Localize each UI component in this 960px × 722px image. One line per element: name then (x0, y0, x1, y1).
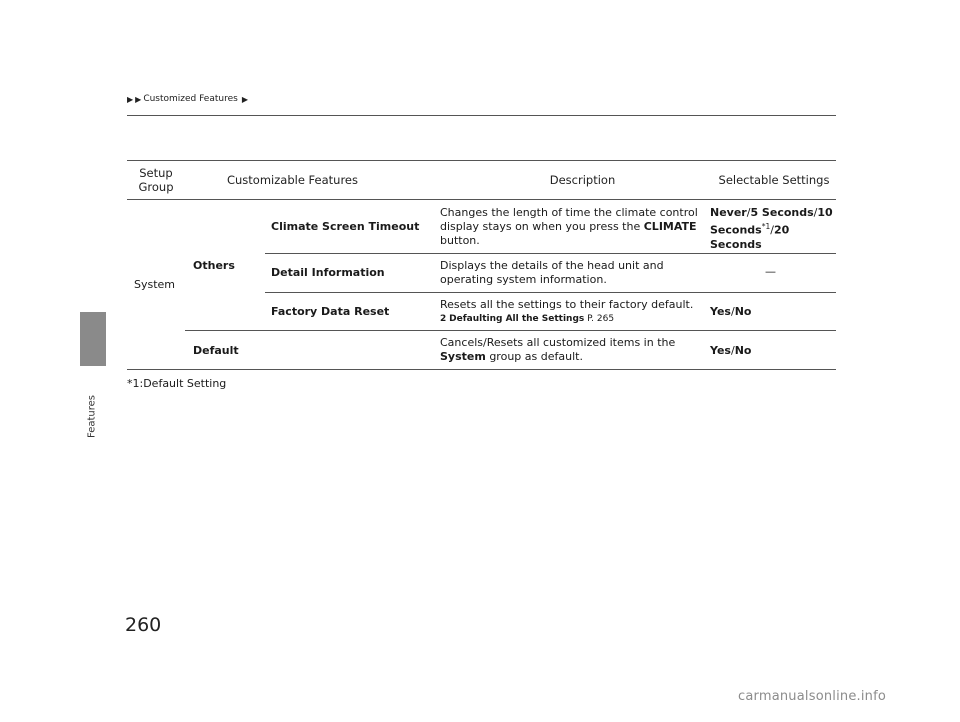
setting-separator: / (730, 305, 735, 318)
header-description: Description (549, 173, 616, 187)
header-setup-group (127, 166, 185, 194)
setting-value: Seconds (710, 237, 762, 251)
cross-reference-icon: 2 (440, 314, 447, 324)
feature-default: Default (193, 344, 239, 357)
description-line (440, 220, 700, 234)
header-customizable-features: Customizable Features (226, 173, 358, 187)
description-line: operating system information. (440, 273, 607, 286)
setting-separator: / (770, 223, 774, 237)
description-default (440, 336, 700, 364)
setting-value: No (734, 344, 752, 357)
header-rule (127, 115, 836, 116)
table-bottom-rule (127, 369, 836, 370)
footnote-marker: *1 (761, 222, 771, 231)
setting-value: Yes (710, 305, 731, 318)
setting-separator: / (746, 206, 751, 219)
cross-reference-link[interactable] (440, 312, 705, 326)
watermark-link[interactable]: carmanualsonline.info (738, 689, 887, 704)
section-tab-marker (80, 312, 106, 366)
footnote: *1:Default Setting (127, 377, 227, 390)
description-line: Displays the details of the head unit and (440, 259, 664, 272)
description-line: button. (440, 234, 480, 247)
setting-separator: / (730, 344, 735, 357)
settings-line (710, 206, 835, 220)
settings-climate-screen-timeout (710, 206, 835, 252)
row-rule (265, 292, 836, 293)
breadcrumb-arrow-icon: ▶ (127, 94, 134, 104)
setting-value: 5 Seconds (750, 206, 814, 219)
setting-value: No (734, 305, 752, 318)
breadcrumb-arrow-icon: ▶ (241, 94, 248, 104)
setting-value: 20 (773, 223, 790, 237)
breadcrumb-link[interactable]: Customized Features (143, 94, 238, 104)
section-label: Features (86, 395, 98, 438)
table-top-rule (127, 160, 836, 161)
cross-reference-page: P. 265 (587, 314, 615, 324)
row-rule (185, 330, 836, 331)
description-text: display stays on when you press the (440, 220, 641, 233)
setting-value: Seconds (710, 223, 762, 237)
setting-value: Never (710, 206, 747, 219)
row-rule (265, 253, 836, 254)
setting-separator: / (813, 206, 818, 219)
settings-factory-data-reset (710, 305, 751, 319)
feature-detail-information: Detail Information (271, 266, 385, 279)
description-text: group as default. (485, 350, 583, 363)
description-factory-data-reset (440, 298, 705, 326)
page-number: 260 (125, 614, 162, 636)
breadcrumb (127, 94, 250, 104)
settings-detail-information: — (765, 265, 776, 278)
setting-value: Yes (710, 344, 731, 357)
description-climate-screen-timeout (440, 206, 700, 248)
cross-reference-text: Defaulting All the Settings (449, 314, 585, 324)
setting-value: 10 (817, 206, 833, 219)
feature-factory-data-reset: Factory Data Reset (271, 305, 390, 318)
group-system: System (134, 278, 176, 291)
feature-climate-screen-timeout: Climate Screen Timeout (271, 220, 420, 233)
description-bold-text: System (440, 350, 486, 363)
header-bottom-rule (127, 199, 836, 200)
description-line (440, 350, 700, 364)
description-line: Resets all the settings to their factory default. (440, 298, 694, 311)
subgroup-others: Others (193, 259, 235, 272)
breadcrumb-arrow-icon: ▶ (135, 94, 142, 104)
description-detail-information (440, 259, 700, 287)
header-setup-group-line: Group (138, 180, 174, 194)
header-selectable-settings: Selectable Settings (718, 173, 830, 187)
header-setup-group-line: Setup (139, 166, 173, 180)
settings-default (710, 344, 751, 358)
settings-line (710, 220, 835, 238)
description-bold-text: CLIMATE (643, 220, 697, 233)
description-line: Cancels/Resets all customized items in the (440, 336, 676, 349)
description-line: Changes the length of time the climate control (440, 206, 698, 219)
